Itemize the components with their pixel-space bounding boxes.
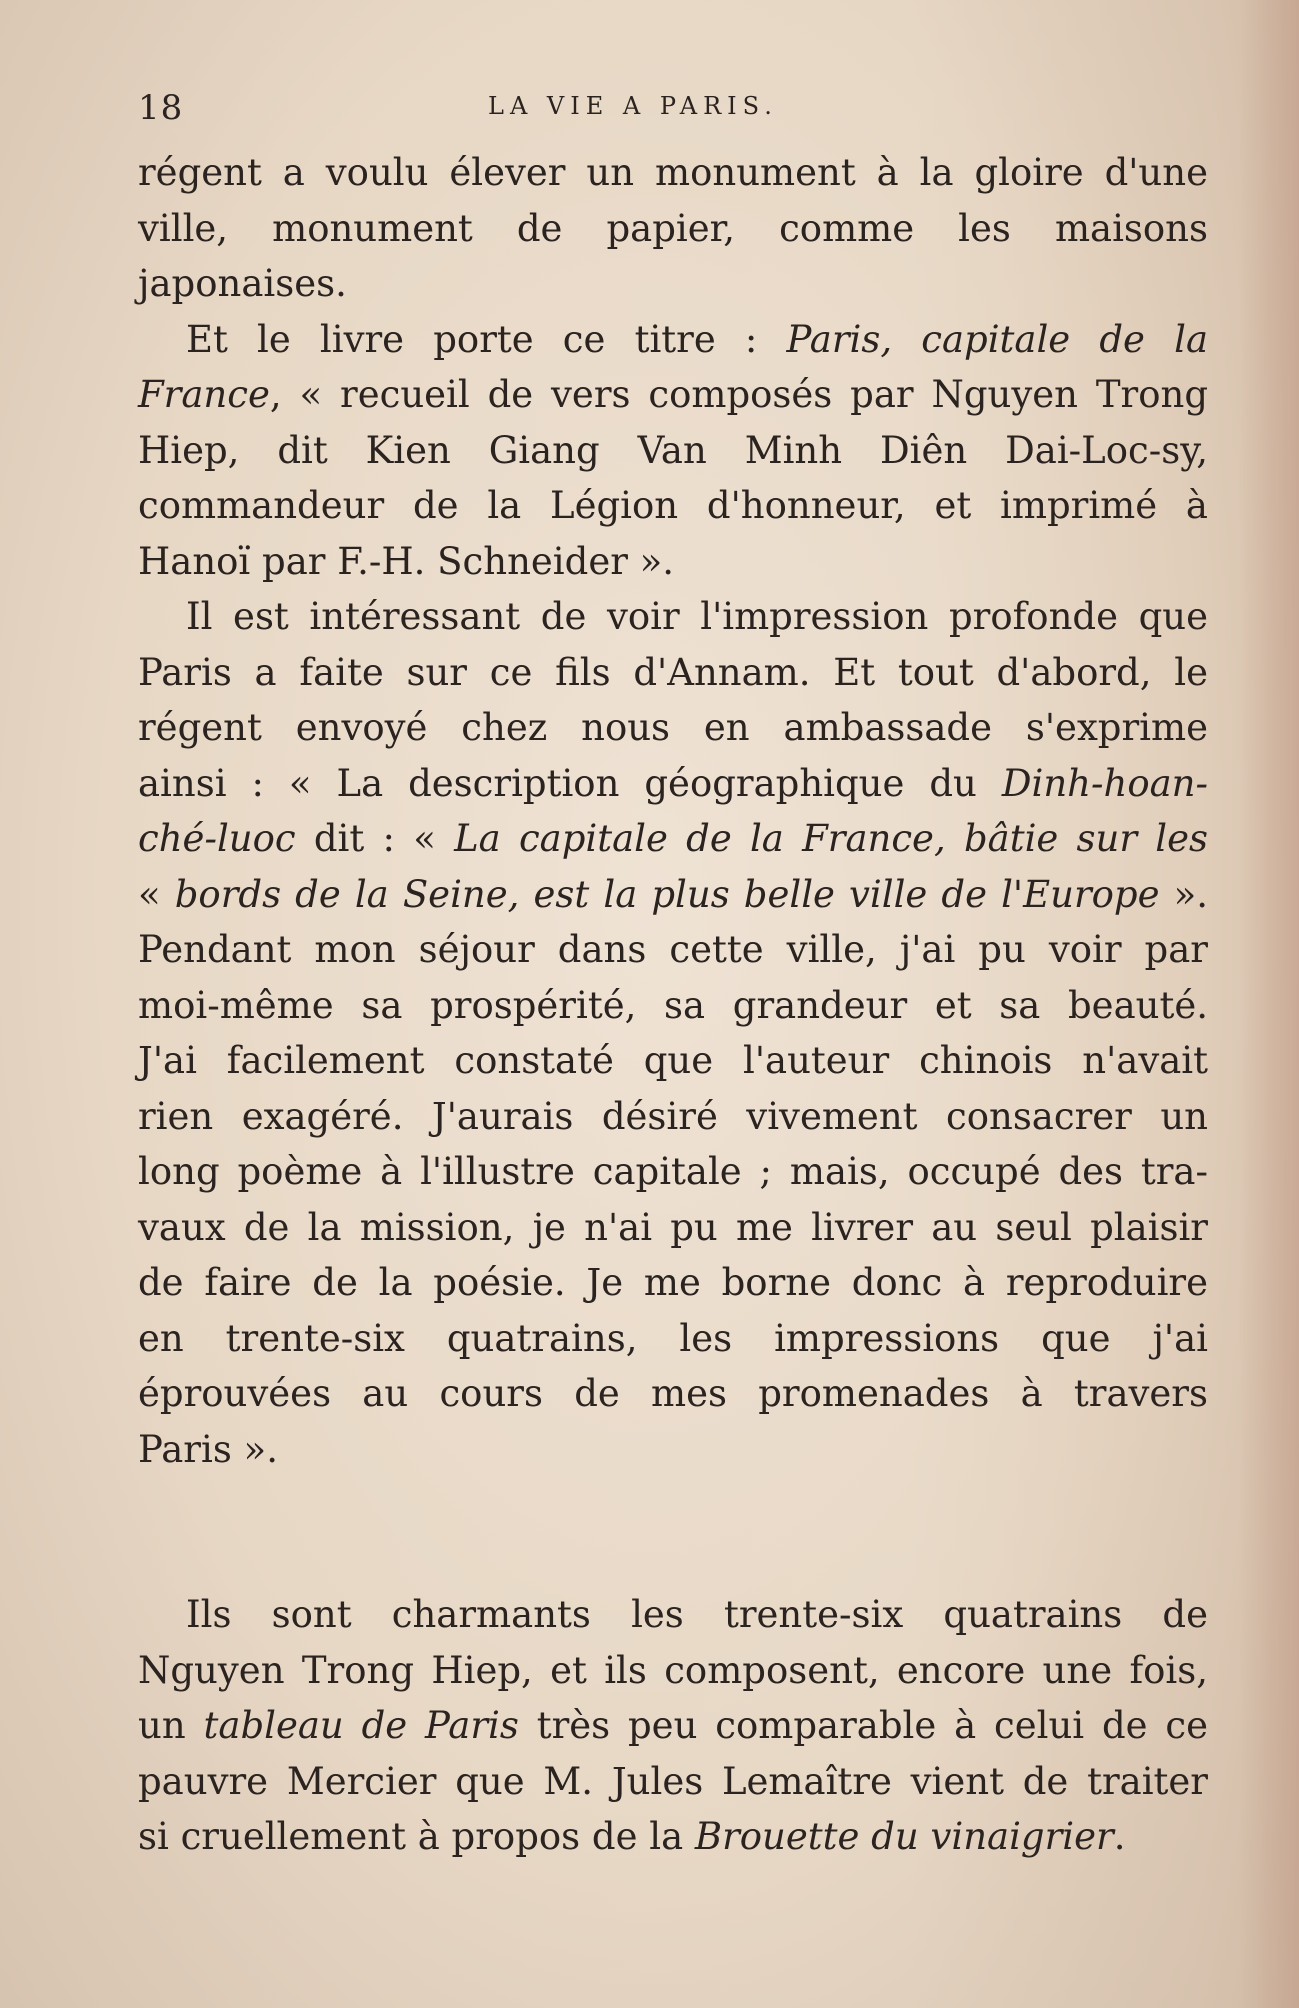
text-span: ». (1159, 872, 1208, 916)
text-line: Paris ». (138, 1427, 278, 1471)
text-span: Et le livre porte ce titre : (186, 317, 787, 361)
text-line: de faire de la poésie. Je me borne donc à reproduire (138, 1261, 1208, 1304)
text-line: Pendant mon séjour dans cette ville, j'ai pu voir par (138, 928, 1208, 971)
text-span: un (138, 1704, 204, 1747)
text-line (138, 312, 1208, 368)
text-span: . (1113, 1815, 1126, 1858)
quote-italic: La capitale de la France, bâtie sur les (454, 817, 1208, 860)
text-line: Paris a faite sur ce fils d'Annam. Et tout d'abord, le (138, 650, 1208, 694)
source-title-italic: ché-luoc (138, 817, 296, 860)
text-line (138, 1698, 1208, 1754)
text-span: , « recueil de vers composés par Nguyen Trong (269, 373, 1208, 416)
section-break (138, 1477, 1208, 1587)
running-head (138, 88, 1208, 128)
text-line (138, 367, 1208, 423)
text-line: J'ai facilement constaté que l'auteur chinois n'avait (138, 1039, 1208, 1082)
text-line (138, 1809, 1208, 1865)
text-line: Il est intéressant de voir l'impression profonde que (186, 595, 1208, 638)
text-line: éprouvées au cours de mes promenades à travers (138, 1372, 1208, 1415)
quote-italic: bords de la Seine, est la plus belle ville de l'Europe (174, 872, 1160, 916)
book-title-italic: Paris, capitale de la (786, 317, 1208, 361)
text-line: Nguyen Trong Hiep, et ils composent, encore une fois, (138, 1648, 1208, 1692)
book-title-italic: France (138, 373, 270, 416)
text-span: dit : « (295, 817, 455, 860)
source-title-italic: Dinh-hoan- (1001, 761, 1208, 805)
text-line: vaux de la mission, je n'ai pu me livrer au seul plaisir (138, 1205, 1208, 1249)
page-number: 18 (138, 88, 184, 128)
text-line: régent envoyé chez nous en ambassade s'exprime (138, 706, 1208, 749)
text-line: Ils sont charmants les trente-six quatrains de (186, 1593, 1208, 1636)
text-line (138, 867, 1208, 923)
closing-paragraph (138, 1587, 1208, 1865)
body-text (138, 145, 1208, 1865)
text-line: pauvre Mercier que M. Jules Lemaître vient de traiter (138, 1759, 1208, 1803)
text-line: moi-même sa prospérité, sa grandeur et sa beauté. (138, 983, 1208, 1027)
text-span: très peu comparable à celui de ce (518, 1704, 1209, 1747)
work-title-italic: tableau de Paris (203, 1704, 519, 1747)
text-line: en trente-six quatrains, les impressions que j'ai (138, 1316, 1208, 1360)
text-span: si cruellement à propos de la (138, 1815, 695, 1858)
text-span: ainsi : « La description géographique du (138, 761, 1002, 805)
work-title-italic: Brouette du vinaigrier (694, 1815, 1114, 1858)
text-line: japonaises. (138, 262, 347, 305)
text-line: ville, monument de papier, comme les maisons (138, 206, 1208, 250)
text-line: Hiep, dit Kien Giang Van Minh Diên Dai-Loc-sy, (138, 428, 1208, 472)
text-line: Hanoï par F.-H. Schneider ». (138, 539, 675, 583)
text-line: régent a voulu élever un monument à la gloire d'une (138, 151, 1208, 194)
text-span: « (138, 872, 175, 916)
text-line (138, 756, 1208, 812)
text-line: long poème à l'illustre capitale ; mais, occupé des tra- (138, 1150, 1208, 1193)
text-line: rien exagéré. J'aurais désiré vivement consacrer un (138, 1094, 1208, 1138)
text-line: commandeur de la Légion d'honneur, et imprimé à (138, 484, 1208, 527)
running-title: LA VIE A PARIS. (488, 92, 778, 120)
text-line (138, 811, 1208, 867)
